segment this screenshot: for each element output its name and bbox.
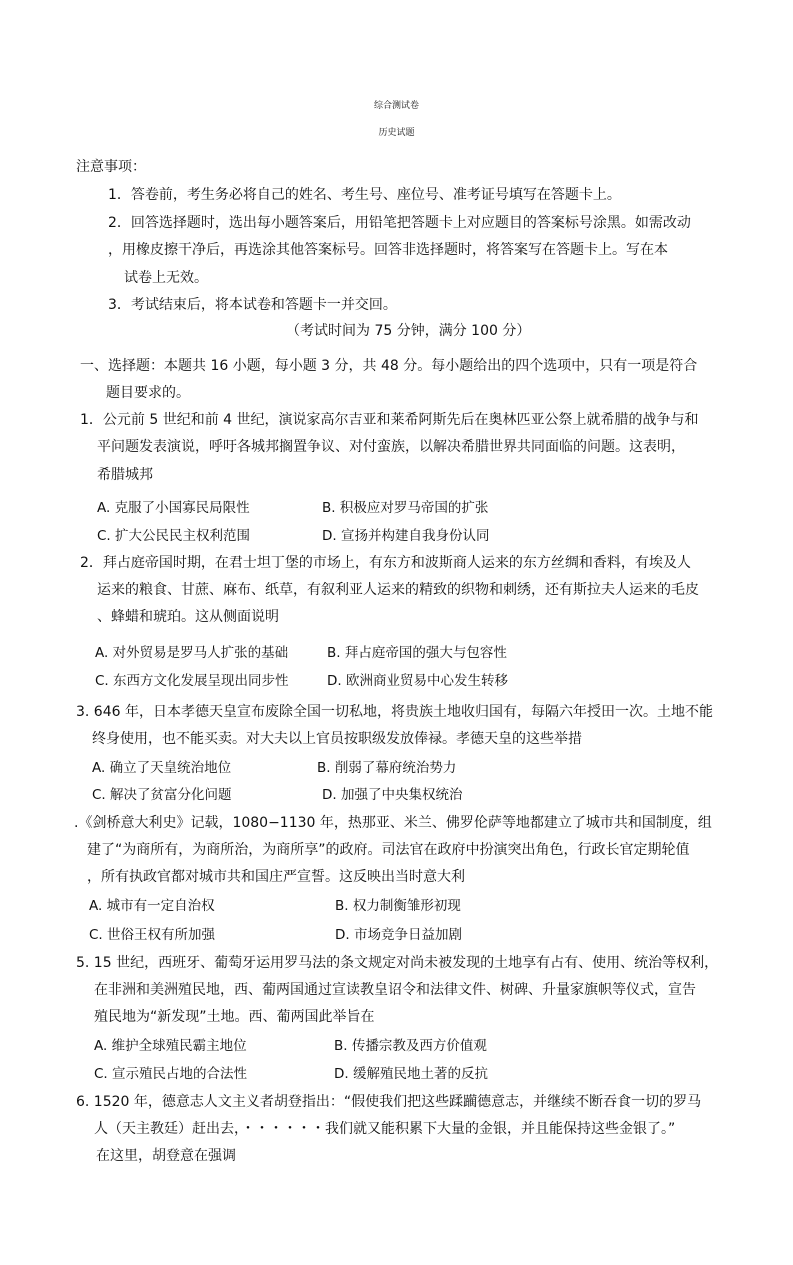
option-c: C. 扩大公民民主权利范围 xyxy=(97,528,251,544)
exam-title: 综合测试卷 xyxy=(373,101,419,111)
question-text: 、蜂蜡和琥珀。这从侧面说明 xyxy=(97,609,279,625)
notice-item-2-line-1: 2．回答选择题时，选出每小题答案后，用铅笔把答题卡上对应题目的答案标号涂黑。如需改动 xyxy=(108,215,691,231)
section-heading: 一、选择题：本题共 16 小题，每小题 3 分，共 48 分。每小题给出的四个选项中，只有一项是符合 xyxy=(80,358,698,374)
option-c: C. 宣示殖民占地的合法性 xyxy=(94,1066,248,1082)
question-text: 2．拜占庭帝国时期，在君士坦丁堡的市场上，有东方和波斯商人运来的东方丝绸和香料，有埃及人 xyxy=(80,555,691,571)
option-a: A. 对外贸易是罗马人扩张的基础 xyxy=(95,645,289,661)
question-text: 希腊城邦 xyxy=(97,467,153,483)
question-text: 平问题发表演说，呼吁各城邦搁置争议、对付蛮族，以解决希腊世界共同面临的问题。这表明， xyxy=(97,439,685,455)
option-d: D. 缓解殖民地土著的反抗 xyxy=(334,1066,488,1082)
question-text: ，所有执政官都对城市共和国庄严宣誓。这反映出当时意大利 xyxy=(87,869,465,885)
question-text: 在这里，胡登意在强调 xyxy=(96,1148,236,1164)
question-text: 在非洲和美洲殖民地，西、葡两国通过宣读教皇诏令和法律文件、树碑、升量家旗帜等仪式，宣告 xyxy=(94,982,696,998)
option-b: B. 拜占庭帝国的强大与包容性 xyxy=(327,645,507,661)
option-d: D. 欧洲商业贸易中心发生转移 xyxy=(327,673,508,689)
question-text: 运来的粮食、甘蔗、麻布、纸草，有叙利亚人运来的精致的织物和刺绣，还有斯拉夫人运来的毛皮 xyxy=(97,582,699,598)
question-text: 6. 1520 年，德意志人文主义者胡登指出：“假使我们把这些蹂躏德意志，并继续不断吞食一切的罗马 xyxy=(76,1094,702,1110)
option-a: A. 维护全球殖民霸主地位 xyxy=(94,1038,247,1054)
question-text: 终身使用，也不能买卖。对大夫以上官员按职级发放俸禄。孝德天皇的这些举措 xyxy=(92,731,582,747)
option-c: C. 东西方文化发展呈现出同步性 xyxy=(95,673,289,689)
question-text: 人（天主教廷）赶出去，・・・・・・我们就又能积累下大量的金银，并且能保持这些金银了。” xyxy=(94,1121,676,1137)
option-d: D. 加强了中央集权统治 xyxy=(322,787,463,803)
question-text: 殖民地为“新发现”土地。西、葡两国此举旨在 xyxy=(94,1009,375,1025)
exam-time-note: （考试时间为 75 分钟，满分 100 分） xyxy=(286,323,531,339)
notice-label: 注意事项： xyxy=(76,159,146,175)
option-a: A. 城市有一定自治权 xyxy=(89,898,215,914)
question-text: 1．公元前 5 世纪和前 4 世纪，演说家高尔吉亚和莱希阿斯先后在奥林匹亚公祭上就希腊的战争与和 xyxy=(80,412,699,428)
option-d: D. 宣扬并构建自我身份认同 xyxy=(322,528,490,544)
option-c: C. 解决了贫富分化问题 xyxy=(92,787,232,803)
option-b: B. 削弱了幕府统治势力 xyxy=(317,760,457,776)
option-b: B. 传播宗教及西方价值观 xyxy=(334,1038,487,1054)
option-b: B. 权力制衡雏形初现 xyxy=(335,898,461,914)
section-heading-cont: 题目要求的。 xyxy=(106,385,190,401)
notice-item-2-line-2: ，用橡皮擦干净后，再选涂其他答案标号。回答非选择题时，将答案写在答题卡上。写在本 xyxy=(108,242,668,258)
option-c: C. 世俗王权有所加强 xyxy=(89,927,216,943)
option-a: A. 确立了天皇统治地位 xyxy=(92,760,232,776)
question-text: .《剑桥意大利史》记载，1080−1130 年，热那亚、米兰、佛罗伦萨等地都建立了城市共和国制度，组 xyxy=(74,815,712,831)
exam-subject: 历史试题 xyxy=(378,128,415,138)
notice-item-1: 1．答卷前，考生务必将自己的姓名、考生号、座位号、准考证号填写在答题卡上。 xyxy=(108,187,621,203)
option-b: B. 积极应对罗马帝国的扩张 xyxy=(322,500,489,516)
question-text: 建了“为商所有，为商所治，为商所享”的政府。司法官在政府中扮演突出角色，行政长官定期轮值 xyxy=(87,842,690,858)
notice-item-3: 3．考试结束后，将本试卷和答题卡一并交回。 xyxy=(108,297,397,313)
option-a: A. 克服了小国寡民局限性 xyxy=(97,500,250,516)
notice-item-2-line-3: 试卷上无效。 xyxy=(124,270,208,286)
option-d: D. 市场竞争日益加剧 xyxy=(335,927,462,943)
question-text: 3. 646 年，日本孝德天皇宣布废除全国一切私地，将贵族土地收归国有，每隔六年授田一次。土地不能 xyxy=(76,704,713,720)
question-text: 5. 15 世纪，西班牙、葡萄牙运用罗马法的条文规定对尚未被发现的土地享有占有、使用、统治等权利， xyxy=(76,955,719,971)
